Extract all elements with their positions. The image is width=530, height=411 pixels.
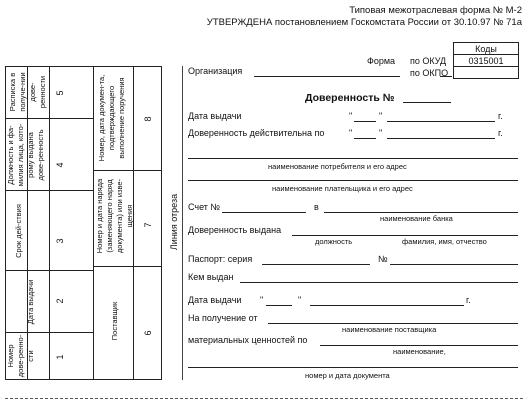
account-label: Счет № [188, 202, 221, 212]
codes-title: Коды [454, 43, 519, 55]
power-of-attorney-title: Доверенность № [305, 92, 395, 104]
quote-open-2: " [349, 128, 353, 138]
quote-close: " [379, 111, 383, 121]
stub-col8-label: Номер, дата докумен-та, подтверждающего выполнение поручения [97, 74, 126, 162]
okud-value: 0315001 [454, 55, 519, 67]
material-values-label: материальных ценностей по [188, 335, 308, 345]
in-label: в [314, 202, 319, 212]
stub-col6-num: 6 [143, 330, 153, 336]
position-caption: должность [315, 237, 353, 246]
supplier-caption: наименование поставщика [342, 325, 437, 334]
stub-col6-label: Поставщик [110, 301, 119, 341]
stub-col4-label: Должность и фа-милия лица, кото-рому выдана дове-ренность [6, 123, 45, 187]
quote-open: " [349, 111, 353, 121]
year-suffix-3: г. [466, 295, 471, 305]
form-label: Форма [367, 56, 396, 66]
stub-col2-num: 2 [55, 298, 65, 304]
name-caption: фамилия, имя, отчество [402, 237, 487, 246]
approval-note: УТВЕРЖДЕНА постановлением Госкомстата России от 30.10.97 № 71а [206, 17, 522, 28]
quote-close-2: " [379, 128, 383, 138]
payer-caption: наименование плательщика и его адрес [272, 184, 413, 193]
organization-label: Организация [188, 66, 243, 76]
stub-col5-num: 5 [55, 90, 65, 96]
codes-table [453, 42, 519, 79]
quote-close-3: " [298, 295, 302, 305]
bank-caption: наименование банка [380, 214, 453, 223]
stub-col2-label: Дата выдачи [26, 279, 35, 325]
stub-col7-label: Номер и дата наряда (заменяющего наряд документа) или изве-щения [95, 178, 134, 254]
issued-by-label: Кем выдан [188, 272, 234, 282]
year-suffix: г. [498, 111, 503, 121]
cut-line-label: Линия отреза [169, 193, 179, 251]
valid-until-label: Доверенность действительна по [188, 128, 325, 138]
consumer-caption: наименование потребителя и его адрес [268, 162, 407, 171]
doc-caption: номер и дата документа [305, 371, 390, 380]
stub-col3-label: Срок дей-ствия [14, 204, 23, 258]
form-type: Типовая межотраслевая форма № М-2 [349, 5, 522, 16]
stub-col1-label: Номер дове-ренно-сти [6, 334, 35, 378]
okud-label: по ОКУД [410, 56, 447, 66]
passport-series-label: Паспорт: серия [188, 254, 253, 264]
quote-open-3: " [260, 295, 264, 305]
receive-from-label: На получение от [188, 313, 258, 323]
stub-col5-label: Расписка в получе-нии дове-ренности [8, 72, 47, 112]
name-caption-2: наименование, [393, 347, 446, 356]
stub-col8-num: 8 [143, 116, 153, 122]
okpo-value [454, 67, 519, 79]
bottom-cut-line [5, 398, 523, 399]
year-suffix-2: г. [498, 128, 503, 138]
issued-to-label: Доверенность выдана [188, 225, 282, 235]
stub-col7-num: 7 [143, 222, 153, 228]
stub-col1-num: 1 [55, 354, 65, 360]
okpo-label: по ОКПО [410, 68, 449, 78]
issue-date2-label: Дата выдачи [188, 295, 242, 305]
stub-col4-num: 4 [55, 162, 65, 168]
issue-date-label: Дата выдачи [188, 111, 242, 121]
stub-col3-num: 3 [55, 238, 65, 244]
number-sign: № [378, 254, 388, 264]
